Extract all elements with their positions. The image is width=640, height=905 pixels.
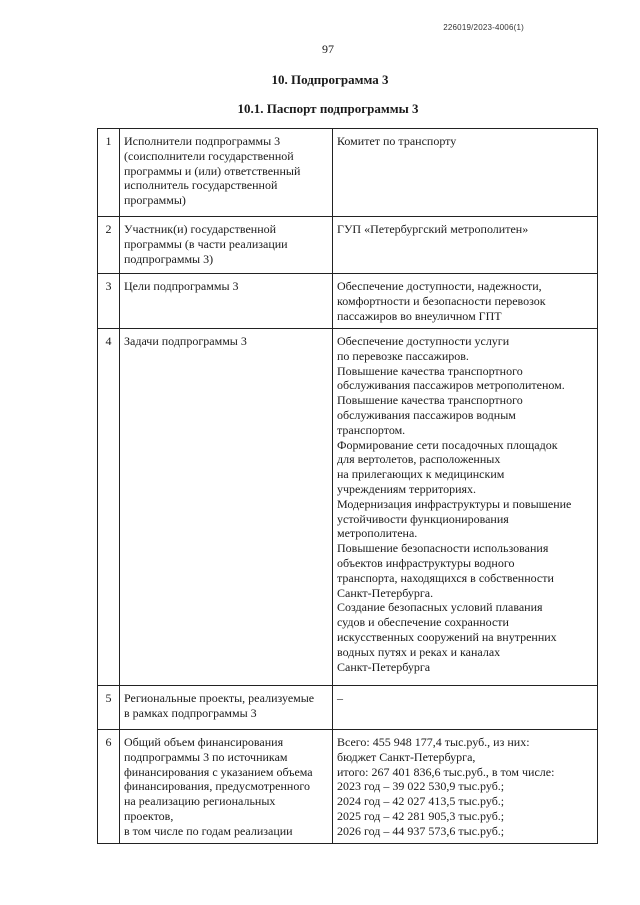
row-value — [333, 730, 598, 844]
label-line: программы (в части реализации — [124, 236, 288, 251]
label-line: исполнитель государственной — [124, 178, 278, 193]
value-line: учреждениям территориях. — [337, 481, 477, 496]
value-line: для вертолетов, расположенных — [337, 452, 501, 467]
value-line: Обеспечение доступности, надежности, — [337, 279, 542, 293]
table-row — [98, 329, 598, 686]
value-line: устойчивости функционирования — [337, 511, 509, 526]
row-label — [120, 686, 333, 730]
value-line: водных путях и реках и каналах — [337, 644, 501, 659]
label-line: программы) — [124, 193, 186, 208]
row-number: 5 — [98, 686, 120, 730]
value-line: транспортом. — [337, 422, 406, 437]
table-row — [98, 730, 598, 844]
value-line: Санкт-Петербурга — [337, 659, 431, 674]
label-line: Региональные проекты, реализуемые — [124, 691, 315, 705]
label-line: Цели подпрограммы 3 — [124, 279, 239, 293]
row-value — [333, 217, 598, 274]
row-value — [333, 686, 598, 730]
value-line: Обеспечение доступности услуги — [337, 334, 510, 348]
label-line: подпрограммы 3 по источникам — [124, 749, 288, 764]
label-line: на реализацию региональных — [124, 794, 276, 809]
value-line: Комитет по транспорту — [337, 134, 457, 148]
value-line: – — [337, 691, 343, 705]
value-line: 2025 год – 42 281 905,3 тыс.руб.; — [337, 808, 505, 823]
row-value — [333, 129, 598, 217]
value-line: Повышение качества транспортного — [337, 363, 523, 378]
row-label — [120, 274, 333, 329]
row-number: 4 — [98, 329, 120, 686]
row-label — [120, 217, 333, 274]
table-row — [98, 274, 598, 329]
table-row — [98, 129, 598, 217]
value-line: объектов инфраструктуры водного — [337, 555, 515, 570]
label-line: Участник(и) государственной — [124, 222, 277, 236]
label-line: финансирования с указанием объема — [124, 764, 313, 779]
value-line: Всего: 455 948 177,4 тыс.руб., из них: — [337, 735, 530, 749]
value-line: метрополитена. — [337, 526, 418, 541]
value-line: искусственных сооружений на внутренних — [337, 629, 557, 644]
value-line: Повышение безопасности использования — [337, 541, 549, 556]
label-line: в рамках подпрограммы 3 — [124, 705, 257, 720]
value-line: ГУП «Петербургский метрополитен» — [337, 222, 529, 236]
label-line: Задачи подпрограммы 3 — [124, 334, 247, 348]
value-line: на прилегающих к медицинским — [337, 467, 505, 482]
label-line: (соисполнители государственной — [124, 148, 294, 163]
row-number: 6 — [98, 730, 120, 844]
label-line: финансирования, предусмотренного — [124, 779, 310, 794]
value-line: бюджет Санкт-Петербурга, — [337, 749, 476, 764]
value-line: 2026 год – 44 937 573,6 тыс.руб.; — [337, 823, 505, 838]
label-line: Исполнители подпрограммы 3 — [124, 134, 281, 148]
value-line: 2024 год – 42 027 413,5 тыс.руб.; — [337, 794, 505, 809]
value-line: итого: 267 401 836,6 тыс.руб., в том числе: — [337, 764, 555, 779]
table-row — [98, 217, 598, 274]
row-label — [120, 329, 333, 686]
value-line: по перевозке пассажиров. — [337, 348, 469, 363]
value-line: Санкт-Петербурга. — [337, 585, 434, 600]
section-title: 10. Подпрограмма 3 — [271, 72, 389, 87]
value-line: пассажиров во внеуличном ГПТ — [337, 308, 502, 323]
page-number: 97 — [322, 42, 334, 56]
row-value — [333, 274, 598, 329]
value-line: Модернизация инфраструктуры и повышение — [337, 496, 572, 511]
label-line: в том числе по годам реализации — [124, 823, 293, 838]
table-row — [98, 686, 598, 730]
row-label — [120, 730, 333, 844]
value-line: транспорта, находящихся в собственности — [337, 570, 554, 585]
row-number: 3 — [98, 274, 120, 329]
passport-table — [97, 128, 598, 844]
row-number: 2 — [98, 217, 120, 274]
label-line: программы и (или) ответственный — [124, 163, 301, 178]
value-line: Создание безопасных условий плавания — [337, 600, 543, 615]
row-label — [120, 129, 333, 217]
value-line: обслуживания пассажиров водным — [337, 407, 516, 422]
row-value — [333, 329, 598, 686]
label-line: подпрограммы 3) — [124, 251, 214, 266]
value-line: Формирование сети посадочных площадок — [337, 437, 558, 452]
label-line: проектов, — [124, 808, 174, 823]
value-line: судов и обеспечение сохранности — [337, 615, 509, 630]
row-number: 1 — [98, 129, 120, 217]
value-line: обслуживания пассажиров метрополитеном. — [337, 378, 565, 393]
value-line: комфортности и безопасности перевозок — [337, 293, 546, 308]
section-subtitle: 10.1. Паспорт подпрограммы 3 — [237, 101, 419, 116]
value-line: 2023 год – 39 022 530,9 тыс.руб.; — [337, 779, 505, 794]
label-line: Общий объем финансирования — [124, 735, 284, 749]
value-line: Повышение качества транспортного — [337, 393, 523, 408]
document-number: 226019/2023-4006(1) — [443, 23, 524, 32]
